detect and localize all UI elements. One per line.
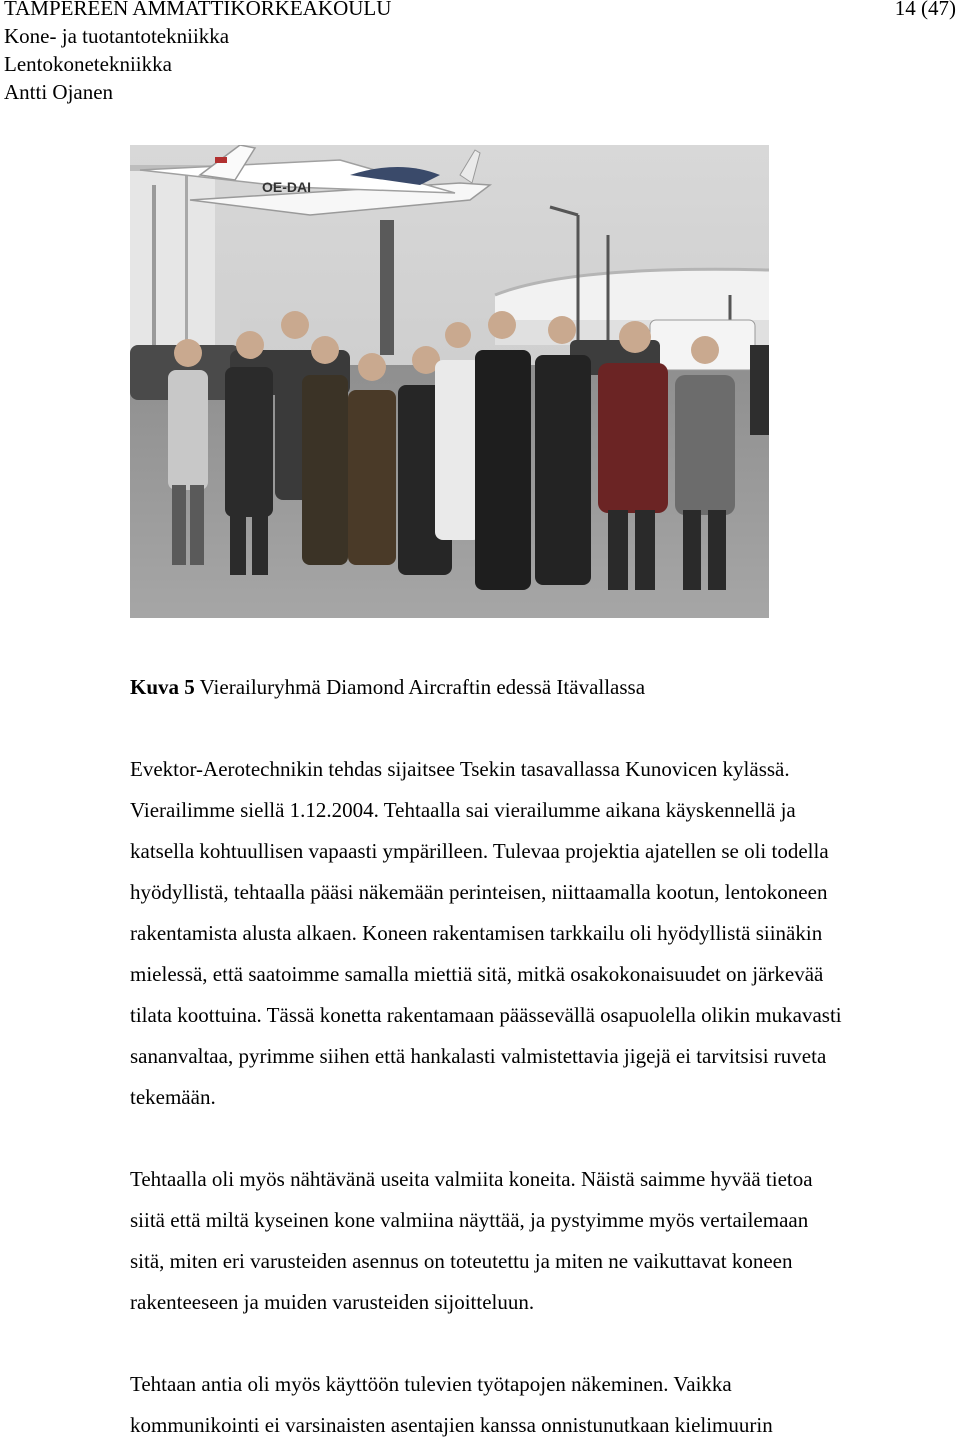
- text-line: Tehtaalla oli myös nähtävänä useita valmiita koneita. Näistä saimme hyvää tietoa: [130, 1167, 813, 1191]
- figure-caption-text: Vierailuryhmä Diamond Aircraftin edessä Itävallassa: [194, 675, 646, 699]
- group-photo: [130, 145, 769, 618]
- header-program: Lentokonetekniikka: [4, 52, 172, 76]
- figure-label: Kuva 5: [130, 675, 195, 699]
- page-number: 14 (47): [894, 0, 956, 20]
- text-line: siitä että miltä kyseinen kone valmiina näyttää, ja pystyimme myös vertailemaan: [130, 1208, 809, 1232]
- text-line: Vierailimme siellä 1.12.2004. Tehtaalla sai vierailumme aikana käyskennellä ja: [130, 798, 796, 822]
- text-line: sitä, miten eri varusteiden asennus on toteutettu ja miten ne vaikuttavat koneen: [130, 1249, 793, 1273]
- header-author: Antti Ojanen: [4, 80, 114, 104]
- text-line: tekemään.: [130, 1085, 216, 1109]
- text-line: Evektor-Aerotechnikin tehdas sijaitsee Tsekin tasavallassa Kunovicen kylässä.: [130, 757, 790, 781]
- text-line: tilata koottuina. Tässä konetta rakentamaan päässevällä osapuolella olikin mukavasti: [130, 1003, 842, 1027]
- text-line: rakentamista alusta alkaen. Koneen rakentamisen tarkkailu oli hyödyllistä siinäkin: [130, 921, 823, 945]
- text-line: kommunikointi ei varsinaisten asentajien kanssa onnistunutkaan kielimuurin: [130, 1413, 773, 1437]
- header-department: Kone- ja tuotantotekniikka: [4, 24, 230, 48]
- figure-caption: [130, 673, 645, 701]
- text-line: rakenteeseen ja muiden varusteiden sijoitteluun.: [130, 1290, 535, 1314]
- paragraph-1: [130, 749, 930, 1118]
- text-line: sananvaltaa, pyrimme siihen että hankalasti valmistettavia jigejä ei tarvitsisi ruveta: [130, 1044, 827, 1068]
- text-line: hyödyllistä, tehtaalla pääsi näkemään perinteisen, niittaamalla kootun, lentokoneen: [130, 880, 828, 904]
- text-line: katsella kohtuullisen vapaasti ympärilleen. Tulevaa projektia ajatellen se oli todella: [130, 839, 829, 863]
- text-line: mielessä, että saatoimme samalla miettiä sitä, mitkä osakokonaisuudet on järkevää: [130, 962, 824, 986]
- aircraft-registration: OE-DAI: [262, 179, 311, 195]
- header-institution: TAMPEREEN AMMATTIKORKEAKOULU: [4, 0, 392, 20]
- paragraph-2: [130, 1159, 930, 1323]
- text-line: Tehtaan antia oli myös käyttöön tulevien työtapojen näkeminen. Vaikka: [130, 1372, 732, 1396]
- paragraph-3: [130, 1364, 930, 1446]
